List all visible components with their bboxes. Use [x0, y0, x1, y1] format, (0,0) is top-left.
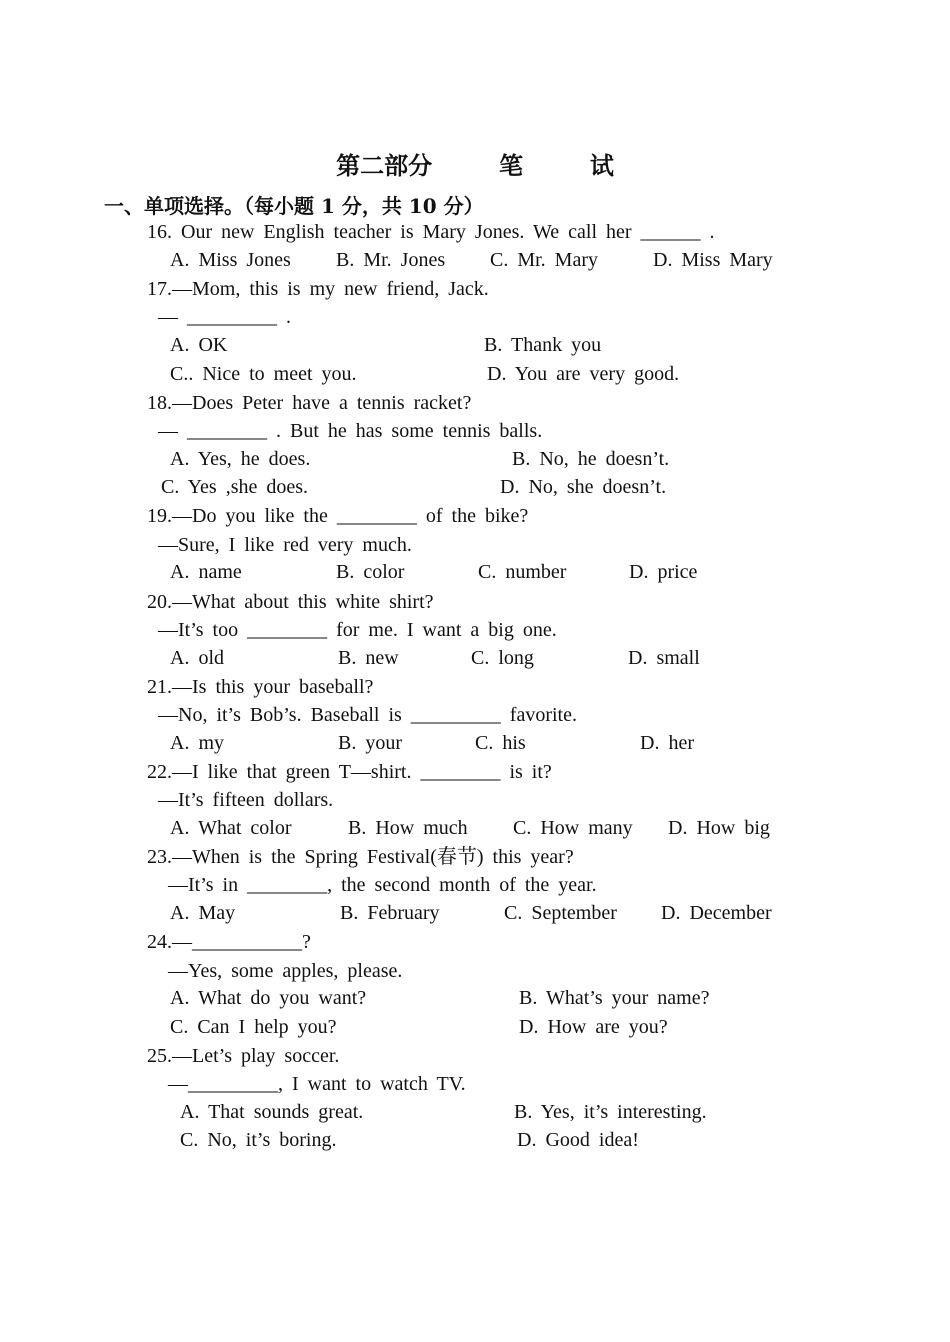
option-21-a: A. my: [170, 732, 224, 754]
question-number: 25.: [147, 1045, 172, 1067]
option-24-a: A. What do you want?: [170, 987, 367, 1009]
question-stem: —When is the Spring Festival(春节) this year?: [172, 846, 574, 868]
option-25-c: C. No, it’s boring.: [180, 1129, 337, 1151]
option-20-c: C. long: [471, 647, 534, 669]
option-24-c: C. Can I help you?: [170, 1016, 337, 1038]
option-25-b: B. Yes, it’s interesting.: [514, 1101, 707, 1123]
option-16-a: A. Miss Jones: [170, 249, 291, 271]
option-19-b: B. color: [336, 561, 405, 583]
option-16-b: B. Mr. Jones: [336, 249, 446, 271]
section-heading: 一、单项选择。（每小题 1 分，共 10 分）: [104, 194, 484, 218]
question-stem: —Is this your baseball?: [172, 676, 374, 698]
question-number: 16.: [147, 221, 172, 243]
option-22-a: A. What color: [170, 817, 292, 839]
option-21-c: C. his: [475, 732, 526, 754]
question-19: [147, 504, 528, 528]
reply-18: — ________ . But he has some tennis balls.: [158, 420, 543, 442]
question-18: [147, 391, 471, 415]
option-19-d: D. price: [629, 561, 698, 583]
option-23-d: D. December: [661, 902, 772, 924]
question-number: 21.: [147, 676, 172, 698]
question-25: [147, 1044, 339, 1068]
question-stem: —What about this white shirt?: [172, 591, 434, 613]
option-21-b: B. your: [338, 732, 402, 754]
question-stem: —Mom, this is my new friend, Jack.: [172, 278, 489, 300]
question-number: 17.: [147, 278, 172, 300]
option-22-c: C. How many: [513, 817, 633, 839]
option-17-a: A. OK: [170, 334, 228, 356]
option-21-d: D. her: [640, 732, 694, 754]
option-23-c: C. September: [504, 902, 617, 924]
option-17-d: D. You are very good.: [487, 363, 680, 385]
question-20: [147, 590, 434, 614]
question-stem: —___________?: [172, 931, 311, 953]
question-24: [147, 930, 311, 954]
option-18-c: C. Yes ,she does.: [161, 476, 309, 498]
reply-20: —It’s too ________ for me. I want a big one.: [158, 619, 557, 641]
option-23-a: A. May: [170, 902, 236, 924]
reply-21: —No, it’s Bob’s. Baseball is _________ favorite.: [158, 704, 577, 726]
reply-23: —It’s in ________, the second month of the year.: [168, 874, 597, 896]
option-20-a: A. old: [170, 647, 224, 669]
reply-22: —It’s fifteen dollars.: [158, 789, 334, 811]
option-20-d: D. small: [628, 647, 700, 669]
question-number: 22.: [147, 761, 172, 783]
option-24-d: D. How are you?: [519, 1016, 668, 1038]
option-22-d: D. How big: [668, 817, 770, 839]
question-stem: —Do you like the ________ of the bike?: [172, 505, 529, 527]
option-16-c: C. Mr. Mary: [490, 249, 598, 271]
question-number: 19.: [147, 505, 172, 527]
option-25-a: A. That sounds great.: [180, 1101, 364, 1123]
question-number: 23.: [147, 846, 172, 868]
option-24-b: B. What’s your name?: [519, 987, 710, 1009]
reply-19: —Sure, I like red very much.: [158, 534, 412, 556]
question-21: [147, 675, 373, 699]
option-18-d: D. No, she doesn’t.: [500, 476, 667, 498]
question-stem: —I like that green T—shirt. ________ is it?: [172, 761, 552, 783]
question-16: [147, 220, 715, 244]
question-23: [147, 845, 574, 869]
option-23-b: B. February: [340, 902, 440, 924]
option-25-d: D. Good idea!: [517, 1129, 639, 1151]
option-19-a: A. name: [170, 561, 242, 583]
option-16-d: D. Miss Mary: [653, 249, 773, 271]
option-18-b: B. No, he doesn’t.: [512, 448, 670, 470]
option-22-b: B. How much: [348, 817, 468, 839]
option-17-c: C.. Nice to meet you.: [170, 363, 357, 385]
question-stem: —Let’s play soccer.: [172, 1045, 340, 1067]
reply-25: —_________, I want to watch TV.: [168, 1073, 466, 1095]
question-17: [147, 277, 489, 301]
option-17-b: B. Thank you: [484, 334, 602, 356]
question-number: 20.: [147, 591, 172, 613]
page-title: 第二部分 笔 试: [336, 151, 614, 180]
reply-17: — _________ .: [158, 306, 291, 328]
question-number: 24.: [147, 931, 172, 953]
option-20-b: B. new: [338, 647, 399, 669]
option-18-a: A. Yes, he does.: [170, 448, 311, 470]
option-19-c: C. number: [478, 561, 567, 583]
question-number: 18.: [147, 392, 172, 414]
question-stem: Our new English teacher is Mary Jones. We call her ______ .: [181, 221, 715, 243]
reply-24: —Yes, some apples, please.: [168, 960, 403, 982]
question-stem: —Does Peter have a tennis racket?: [172, 392, 472, 414]
question-22: [147, 760, 552, 784]
